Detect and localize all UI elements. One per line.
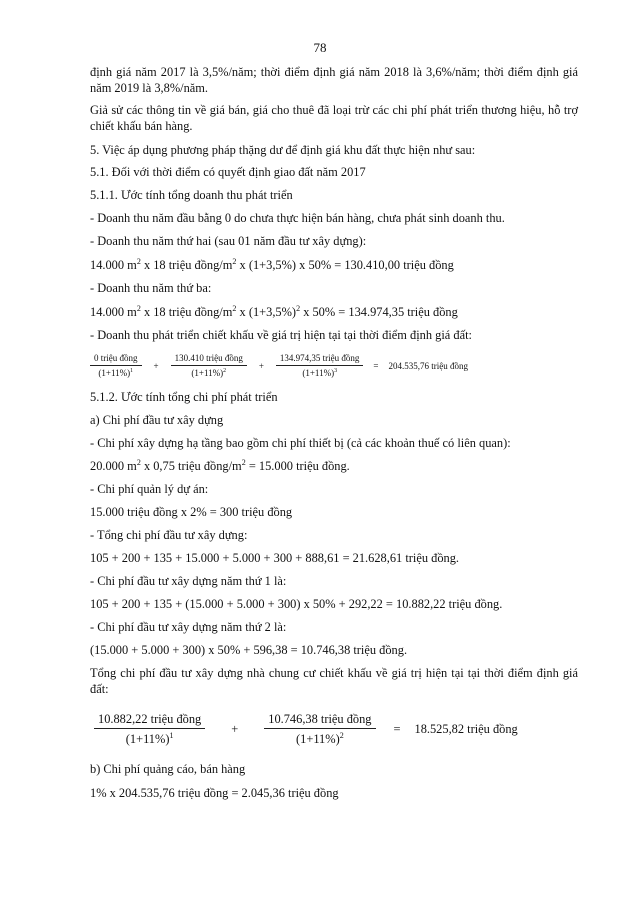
heading-construction-cost: a) Chi phí đầu tư xây dựng bbox=[90, 413, 224, 427]
paragraph-assumption: Giả sử các thông tin về giá bán, giá cho thuê đã loại trừ các chi phí phát triển thương hiệu, hỗ trợ chiết khấu bán hàng. bbox=[90, 103, 578, 133]
equals-sign: = bbox=[373, 360, 379, 371]
line-revenue-year-2-label: - Doanh thu năm thứ hai (sau 01 năm đầu tư xây dựng): bbox=[90, 234, 367, 248]
heading-section-5-1-1: 5.1.1. Ước tính tổng doanh thu phát triển bbox=[90, 188, 293, 202]
formula-infrastructure-cost: 20.000 $m^2$ x 0,75 triệu đồng/$m^2 = 15.000$ triệu đồng. bbox=[90, 457, 350, 473]
line-revenue-year-3-label: - Doanh thu năm thứ ba: bbox=[90, 281, 212, 295]
fraction-term-3: $\frac{\text{134.974,35 triệu đồng}}{(1+11\%)^3}$ bbox=[276, 353, 364, 379]
heading-section-5: 5. Việc áp dụng phương pháp thặng dư để định giá khu đất thực hiện như sau: bbox=[90, 143, 476, 157]
heading-section-5-1-2: 5.1.2. Ước tính tổng chi phí phát triển bbox=[90, 390, 278, 404]
page-body bbox=[90, 64, 578, 801]
line-year-1-cost-label: - Chi phí đầu tư xây dựng năm thứ 1 là: bbox=[90, 574, 287, 588]
line-discounted-cost-label: Tổng chi phí đầu tư xây dựng nhà chung cư chiết khấu về giá trị hiện tại tại thời điểm định giá đất: bbox=[90, 666, 578, 696]
line-year-2-cost-label: - Chi phí đầu tư xây dựng năm thứ 2 là: bbox=[90, 620, 287, 634]
fraction-term-1: $\frac{\text{0 triệu đồng}}{(1+11\%)^1}$ bbox=[90, 353, 142, 379]
fraction-term-2: $\frac{\text{10.746,38 triệu đồng}}{(1+11\%)^2}$ bbox=[264, 711, 375, 747]
formula-result: 204.535,76 triệu đồng bbox=[388, 360, 468, 371]
formula-result: 18.525,82 triệu đồng bbox=[414, 722, 518, 736]
heading-advertising-cost: b) Chi phí quảng cáo, bán hàng bbox=[90, 762, 246, 776]
line-revenue-year-1: - Doanh thu năm đầu bằng 0 do chưa thực hiện bán hàng, chưa phát sinh doanh thu. bbox=[90, 211, 505, 225]
line-discounted-revenue-label: - Doanh thu phát triển chiết khấu về giá trị hiện tại tại thời điểm định giá đất: bbox=[90, 328, 472, 342]
paragraph-valuation-rates: định giá năm 2017 là 3,5%/năm; thời điểm định giá năm 2018 là 3,6%/năm; thời điểm định giá năm 2019 là 3,8%/năm. bbox=[90, 65, 578, 95]
formula-year-1-cost: 105 + 200 + 135 + (15.000 + 5.000 + 300) x 50% + 292,22 = 10.882,22 triệu đồng. bbox=[90, 597, 503, 611]
formula-year-2-cost: (15.000 + 5.000 + 300) x 50% + 596,38 = 10.746,38 triệu đồng. bbox=[90, 643, 408, 657]
page-number: 78 bbox=[313, 40, 327, 55]
line-infrastructure-cost: - Chi phí xây dựng hạ tầng bao gồm chi phí thiết bị (cả các khoản thuế có liên quan): bbox=[90, 436, 511, 450]
heading-section-5-1: 5.1. Đối với thời điểm có quyết định giao đất năm 2017 bbox=[90, 165, 366, 179]
formula-advertising-cost: 1% x 204.535,76 triệu đồng = 2.045,36 triệu đồng bbox=[90, 786, 339, 800]
formula-management-cost: 15.000 triệu đồng x 2% = 300 triệu đồng bbox=[90, 505, 293, 519]
fraction-term-1: $\frac{\text{10.882,22 triệu đồng}}{(1+11\%)^1}$ bbox=[94, 711, 205, 747]
formula-discounted-cost bbox=[94, 711, 578, 747]
line-management-cost-label: - Chi phí quản lý dự án: bbox=[90, 482, 209, 496]
formula-revenue-year-2: 14.000 $m^2$ x 18 triệu đồng/$m^2$ x (1+3,5%) x 50% = 130.410,00 triệu đồng bbox=[90, 256, 454, 272]
equals-sign: = bbox=[393, 722, 401, 736]
formula-total-construction: 105 + 200 + 135 + 15.000 + 5.000 + 300 + 888,61 = 21.628,61 triệu đồng. bbox=[90, 551, 459, 565]
formula-discounted-revenue bbox=[90, 353, 578, 379]
formula-revenue-year-3: 14.000 $m^2$ x 18 triệu đồng/$m^2$ x $(1+3,5\%)^2$ x 50% = 134.974,35 triệu đồng bbox=[90, 303, 458, 319]
fraction-term-2: $\frac{\text{130.410 triệu đồng}}{(1+11\%)^2}$ bbox=[171, 353, 247, 379]
plus-sign: + bbox=[153, 360, 159, 371]
plus-sign: + bbox=[231, 722, 239, 736]
plus-sign: + bbox=[258, 360, 264, 371]
line-total-construction-label: - Tổng chi phí đầu tư xây dựng: bbox=[90, 528, 248, 542]
